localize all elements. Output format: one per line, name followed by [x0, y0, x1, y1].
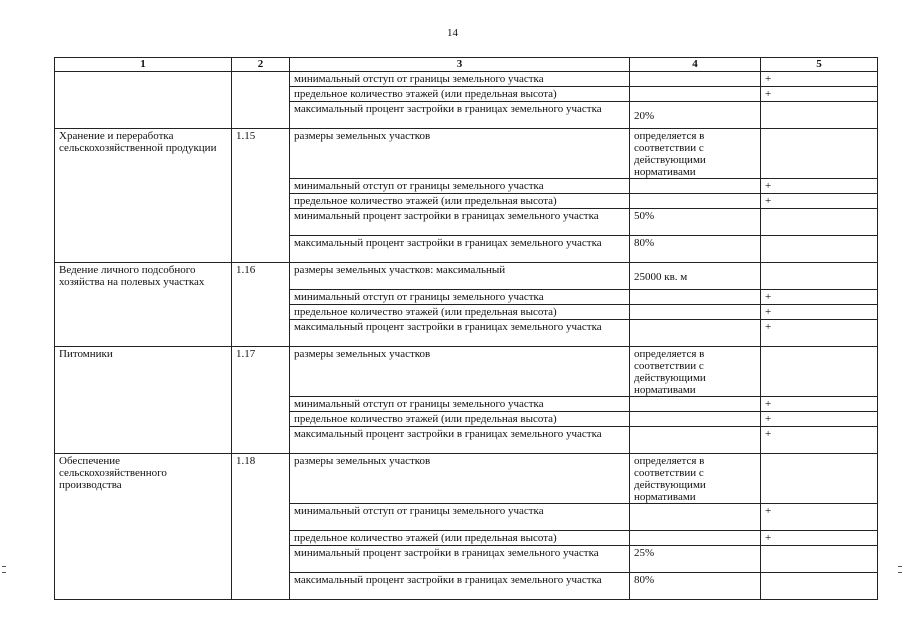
flag-cell	[761, 236, 878, 263]
flag-cell	[761, 347, 878, 397]
parameter-cell: размеры земельных участков	[290, 347, 630, 397]
table-row	[55, 129, 878, 179]
table-row	[55, 263, 878, 290]
parameter-cell: максимальный процент застройки в границах земельного участка	[290, 573, 630, 600]
value-cell	[630, 531, 761, 546]
parameter-cell: максимальный процент застройки в границах земельного участка	[290, 236, 630, 263]
code-cell: 1.16	[232, 263, 290, 347]
value-cell	[630, 194, 761, 209]
value-cell: определяется в соответствии с действующими нормативами	[630, 454, 761, 504]
code-cell: 1.15	[232, 129, 290, 263]
header-col-5: 5	[761, 58, 878, 72]
value-cell	[630, 320, 761, 347]
parameter-cell: минимальный отступ от границы земельного участка	[290, 504, 630, 531]
parameter-cell: минимальный отступ от границы земельного участка	[290, 290, 630, 305]
value-cell: 25%	[630, 546, 761, 573]
parameter-cell: размеры земельных участков	[290, 129, 630, 179]
value-cell: 20%	[630, 102, 761, 129]
flag-cell	[761, 573, 878, 600]
scan-margin-mark-left	[2, 566, 6, 573]
flag-cell: +	[761, 87, 878, 102]
parameter-cell: предельное количество этажей (или предельная высота)	[290, 531, 630, 546]
flag-cell	[761, 454, 878, 504]
parameter-cell: минимальный процент застройки в границах земельного участка	[290, 546, 630, 573]
flag-cell: +	[761, 72, 878, 87]
use-type-cell	[55, 72, 232, 129]
flag-cell: +	[761, 305, 878, 320]
header-row	[55, 58, 878, 72]
parameter-cell: предельное количество этажей (или предельная высота)	[290, 194, 630, 209]
regulations-table	[54, 57, 878, 600]
table-row	[55, 347, 878, 397]
flag-cell	[761, 129, 878, 179]
page-number: 14	[447, 27, 458, 39]
value-cell	[630, 504, 761, 531]
parameter-cell: максимальный процент застройки в границах земельного участка	[290, 320, 630, 347]
value-cell	[630, 305, 761, 320]
value-cell: 80%	[630, 236, 761, 263]
header-col-2: 2	[232, 58, 290, 72]
value-cell	[630, 397, 761, 412]
value-cell: 25000 кв. м	[630, 263, 761, 290]
value-cell	[630, 87, 761, 102]
code-cell: 1.18	[232, 454, 290, 600]
code-cell	[232, 72, 290, 129]
flag-cell	[761, 102, 878, 129]
flag-cell: +	[761, 412, 878, 427]
value-cell: определяется в соответствии с действующими нормативами	[630, 129, 761, 179]
flag-cell: +	[761, 531, 878, 546]
flag-cell: +	[761, 290, 878, 305]
parameter-cell: размеры земельных участков	[290, 454, 630, 504]
flag-cell	[761, 263, 878, 290]
header-col-3: 3	[290, 58, 630, 72]
value-cell	[630, 72, 761, 87]
flag-cell	[761, 546, 878, 573]
value-cell	[630, 290, 761, 305]
parameter-cell: минимальный отступ от границы земельного участка	[290, 72, 630, 87]
value-cell: определяется в соответствии с действующими нормативами	[630, 347, 761, 397]
use-type-cell: Хранение и переработка сельскохозяйственной продукции	[55, 129, 232, 263]
flag-cell: +	[761, 397, 878, 412]
table-row	[55, 454, 878, 504]
header-col-4: 4	[630, 58, 761, 72]
flag-cell: +	[761, 194, 878, 209]
use-type-cell: Питомники	[55, 347, 232, 454]
flag-cell: +	[761, 179, 878, 194]
flag-cell	[761, 209, 878, 236]
parameter-cell: размеры земельных участков: максимальный	[290, 263, 630, 290]
parameter-cell: предельное количество этажей (или предельная высота)	[290, 87, 630, 102]
flag-cell: +	[761, 427, 878, 454]
scan-margin-mark-right	[898, 566, 902, 573]
value-cell: 50%	[630, 209, 761, 236]
value-cell: 80%	[630, 573, 761, 600]
value-cell	[630, 179, 761, 194]
parameter-cell: минимальный отступ от границы земельного участка	[290, 179, 630, 194]
flag-cell: +	[761, 320, 878, 347]
parameter-cell: минимальный отступ от границы земельного участка	[290, 397, 630, 412]
use-type-cell: Ведение личного подсобного хозяйства на полевых участках	[55, 263, 232, 347]
flag-cell: +	[761, 504, 878, 531]
parameter-cell: предельное количество этажей (или предельная высота)	[290, 305, 630, 320]
parameter-cell: максимальный процент застройки в границах земельного участка	[290, 427, 630, 454]
parameter-cell: минимальный процент застройки в границах земельного участка	[290, 209, 630, 236]
parameter-cell: максимальный процент застройки в границах земельного участка	[290, 102, 630, 129]
header-col-1: 1	[55, 58, 232, 72]
parameter-cell: предельное количество этажей (или предельная высота)	[290, 412, 630, 427]
value-cell	[630, 427, 761, 454]
code-cell: 1.17	[232, 347, 290, 454]
use-type-cell: Обеспечение сельскохозяйственного производства	[55, 454, 232, 600]
table-row	[55, 72, 878, 87]
value-cell	[630, 412, 761, 427]
